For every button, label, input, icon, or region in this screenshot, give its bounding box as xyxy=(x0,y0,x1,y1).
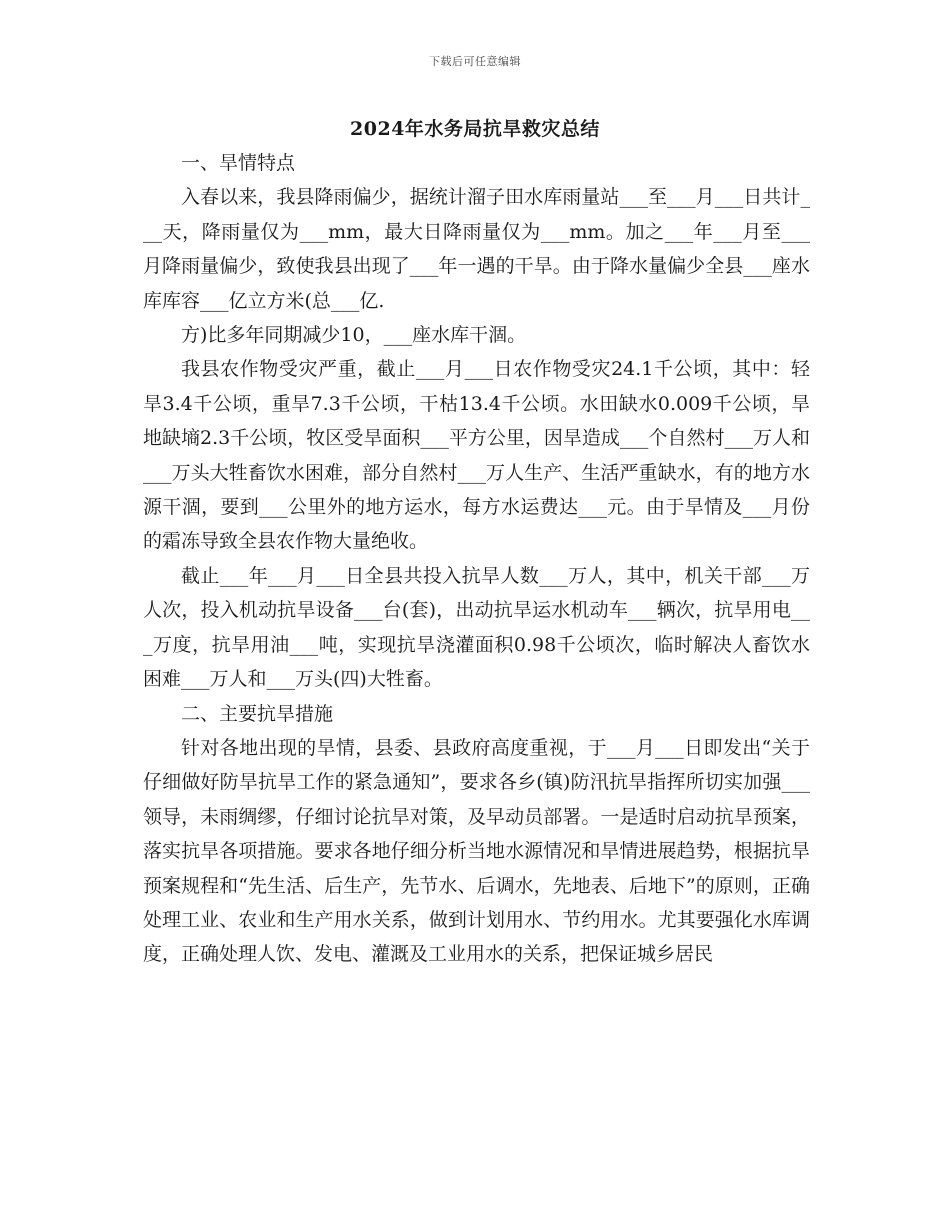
paragraph-rainfall: 入春以来，我县降雨偏少，据统计溜子田水库雨量站___至___月___日共计___天，降雨量仅为___mm，最大日降雨量仅为___mm。加之___年___月至___月降雨量偏少，致使我县出现了___年一遇的干旱。由于降水量偏少全县___座水库库容___亿立方米(总___亿. xyxy=(143,186,810,312)
document-body xyxy=(143,146,810,972)
document-title: 2024年水务局抗旱救灾总结 xyxy=(350,118,600,140)
section-heading-measures: 二、主要抗旱措施 xyxy=(181,702,334,725)
paragraph-relief-input: 截止___年___月___日全县共投入抗旱人数___万人，其中，机关干部___万人次，投入机动抗旱设备___台(套)，出动抗旱运水机动车___辆次，抗旱用电___万度，抗旱用油___吨，实现抗旱浇灌面积0.98千公顷次，临时解决人畜饮水困难___万人和___万头(四)大牲畜。 xyxy=(143,564,810,691)
paragraph-measures: 针对各地出现的旱情，县委、县政府高度重视，于___月___日即发出“关于仔细做好防旱抗旱工作的紧急通知”，要求各乡(镇)防汛抗旱指挥所切实加强___领导，未雨绸缪，仔细讨论抗旱对策，及早动员部署。一是适时启动抗旱预案，落实抗旱各项措施。要求各地仔细分析当地水源情况和旱情进展趋势，根据抗旱预案规程和“先生活、后生产，先节水、后调水，先地表、后地下”的原则，正确处理工业、农业和生产用水关系，做到计划用水、节约用水。尤其要强化水库调度，正确处理人饮、发电、灌溉及工业用水的关系，把保证城乡居民 xyxy=(143,736,810,966)
header-note: 下载后可任意编辑 xyxy=(429,55,521,68)
paragraph-crop-damage: 我县农作物受灾严重，截止___月___日农作物受灾24.1千公顷，其中：轻旱3.4千公顷，重旱7.3千公顷，干枯13.4千公顷。水田缺水0.009千公顷，旱地缺墒2.3千公顷，牧区受旱面积___平方公里，因旱造成___个自然村___万人和___万头大牲畜饮水困难，部分自然村___万人生产、生活严重缺水，有的地方水源干涸，要到___公里外的地方运水，每方水运费达___元。由于旱情及___月份的霜冻导致全县农作物大量绝收。 xyxy=(143,358,810,553)
paragraph-reservoirs: 方)比多年同期减少10，___座水库干涸。 xyxy=(181,324,527,347)
section-heading-drought-features: 一、旱情特点 xyxy=(181,152,296,174)
